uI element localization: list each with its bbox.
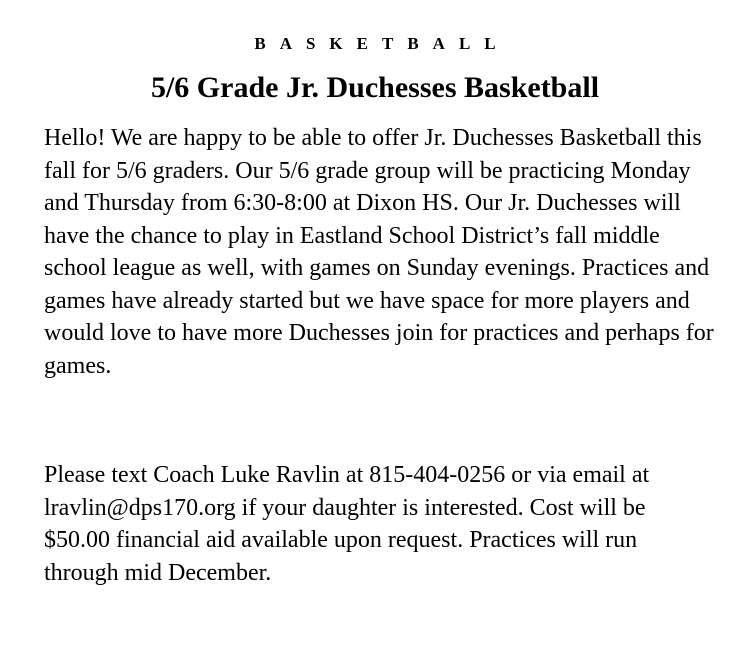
intro-paragraph: Hello! We are happy to be able to offer Jr. Duchesses Basketball this fall for 5/6 graders. Our 5/6 grade group will be practicing Monday and Thursday from 6:30-8:00 at Dixon HS. Our Jr. Duchesses will have the chance to play in Eastland School District’s fall middle school league as well, with games on Sunday evenings. Practices and games have already started but we have space for more players and would love to have more Duchesses join for practices and perhaps for games. [44,125,714,379]
contact-paragraph: Please text Coach Luke Ravlin at 815-404-0256 or via email at lravlin@dps170.org if your daughter is interested. Cost will be $50.00 financial aid available upon request. Practices will run through mid December. [44,462,650,586]
page-title: 5/6 Grade Jr. Duchesses Basketball [150,71,600,104]
section-kicker: BASKETBALL [254,34,510,53]
